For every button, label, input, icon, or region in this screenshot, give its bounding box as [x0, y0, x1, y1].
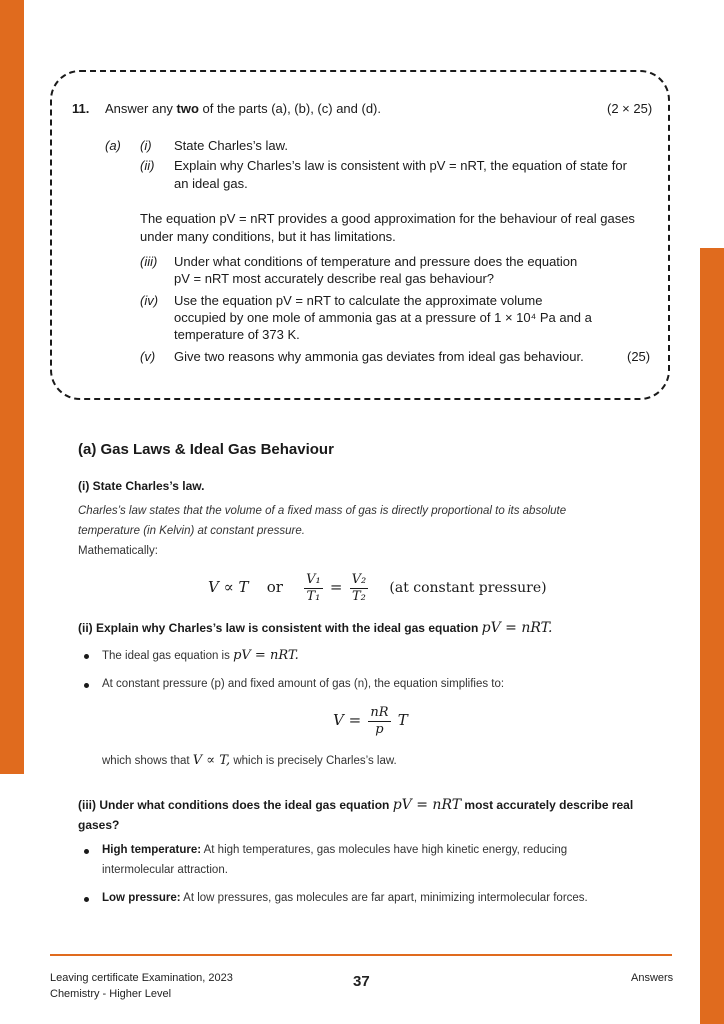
ideal-gas-rearranged-equation: V = $\frac{nR}{p}$ T — [333, 704, 408, 737]
page-number: 37 — [353, 973, 370, 990]
sub-iv-label: (iv) — [140, 293, 159, 308]
sub-i-label: (i) — [140, 138, 152, 153]
footer-section: Answers — [631, 972, 674, 984]
answer-iii-bullet-2: Low pressure: At low pressures, gas molecules are far apart, minimizing intermolecular forces. — [102, 892, 588, 904]
sub-iii-label: (iii) — [140, 254, 158, 269]
sub-v-marks: (25) — [627, 349, 651, 364]
question-number: 11. — [72, 101, 90, 116]
sub-i-text: State Charles’s law. — [174, 138, 288, 153]
bullet-dot — [84, 897, 89, 902]
footer-divider — [50, 954, 672, 956]
answer-i-heading: (i) State Charles’s law. — [78, 479, 205, 493]
answer-ii-bullet-2: At constant pressure (p) and fixed amount of gas (n), the equation simplifies to: — [102, 678, 505, 690]
sub-ii-text-2: an ideal gas. — [174, 176, 248, 191]
part-a-label: (a) — [105, 138, 121, 153]
right-accent-bar — [700, 248, 724, 1024]
bullet-dot — [84, 654, 89, 659]
charles-law-equation: V ∝ T or $\frac{\text{V₁}}{\text{T₁}}$ = $\frac{\text{V₂}}{\text{T₂}}$ (at constant pressure) — [208, 571, 547, 604]
answer-iii-heading-cont: gases? — [78, 818, 120, 832]
answer-iii-heading: (iii) Under what conditions does the ideal gas equation pV = nRT most accurately describe real — [78, 797, 634, 813]
answer-iii-bullet-1: High temperature: At high temperatures, gas molecules have high kinetic energy, reducing — [102, 844, 568, 856]
answer-math-label: Mathematically: — [78, 545, 158, 557]
answer-ii-heading: (ii) Explain why Charles’s law is consistent with the ideal gas equation pV = nRT. — [78, 620, 553, 636]
answer-iii-bullet-1-cont: intermolecular attraction. — [102, 864, 228, 876]
bullet-dot — [84, 683, 89, 688]
sub-v-label: (v) — [140, 349, 156, 364]
sub-ii-label: (ii) — [140, 158, 155, 173]
sub-iii-text-1: Under what conditions of temperature and pressure does the equation — [174, 254, 578, 269]
answer-title: (a) Gas Laws & Ideal Gas Behaviour — [78, 441, 334, 458]
answer-i-body-2: temperature (in Kelvin) at constant pressure. — [78, 525, 305, 537]
question-intro: Answer any two of the parts (a), (b), (c) and (d). — [105, 101, 381, 116]
answer-ii-conclusion: which shows that V ∝ T, which is precisely Charles’s law. — [102, 753, 397, 768]
question-total-marks: (2 × 25) — [607, 101, 653, 116]
sub-ii-text-1: Explain why Charles’s law is consistent with pV = nRT, the equation of state for — [174, 158, 627, 173]
question-paragraph-1: The equation pV = nRT provides a good approximation for the behaviour of real gases — [140, 211, 635, 226]
footer-exam-title: Leaving certificate Examination, 2023 — [50, 972, 233, 984]
sub-iii-text-2: pV = nRT most accurately describe real gas behaviour? — [174, 271, 494, 286]
sub-iv-text-3: temperature of 373 K. — [174, 327, 300, 342]
left-accent-bar — [0, 0, 24, 774]
sub-iv-text-1: Use the equation pV = nRT to calculate the approximate volume — [174, 293, 543, 308]
question-paragraph-2: under many conditions, but it has limitations. — [140, 229, 396, 244]
sub-v-text: Give two reasons why ammonia gas deviates from ideal gas behaviour. — [174, 349, 584, 364]
answer-ii-bullet-1: The ideal gas equation is pV = nRT. — [102, 648, 299, 663]
answer-i-body-1: Charles’s law states that the volume of a fixed mass of gas is directly proportional to its absolute — [78, 505, 567, 517]
sub-iv-text-2: occupied by one mole of ammonia gas at a pressure of 1 × 10⁴ Pa and a — [174, 310, 592, 325]
bullet-dot — [84, 849, 89, 854]
footer-subject: Chemistry - Higher Level — [50, 988, 172, 1000]
